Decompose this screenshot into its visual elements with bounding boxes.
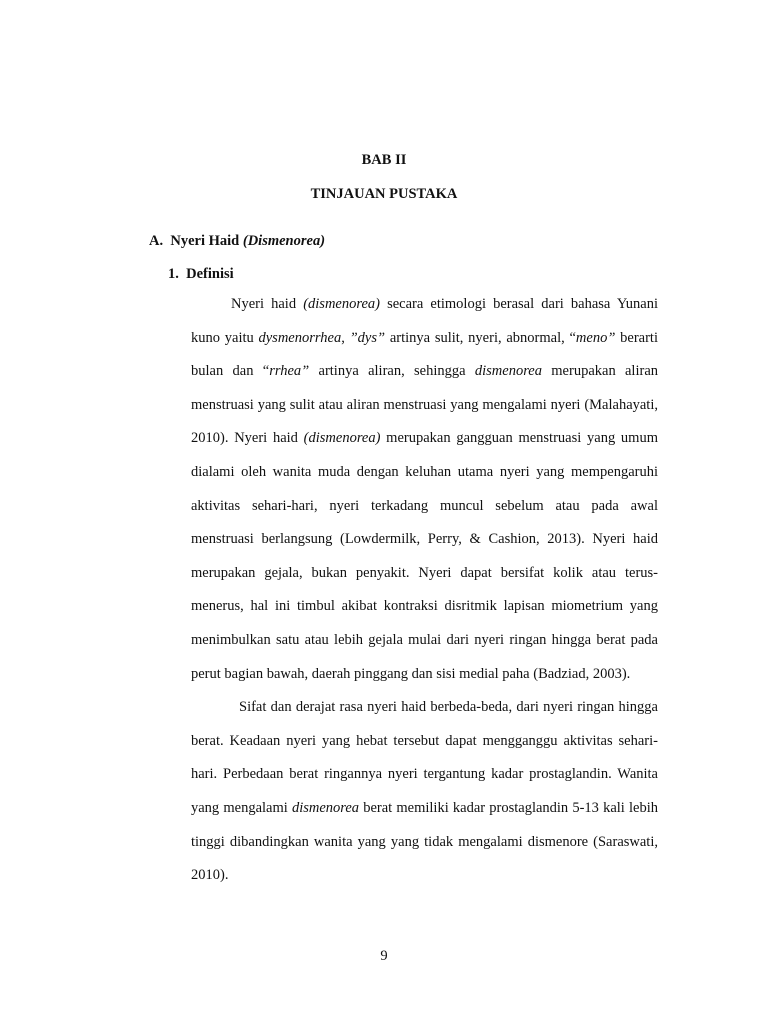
chapter-title: TINJAUAN PUSTAKA bbox=[310, 186, 458, 202]
subsection-heading bbox=[168, 266, 234, 283]
paragraph-definition bbox=[191, 288, 658, 691]
p2-italic-term: dismenorea bbox=[291, 799, 360, 816]
p2-text: berat memiliki kadar prostaglandin 5-13 kali lebih tinggi dibandingkan wanita yang yang tidak mengalami dismenore (Saraswati, 2010). bbox=[191, 799, 658, 884]
chapter-number: BAB II bbox=[361, 152, 407, 168]
section-title: Nyeri Haid bbox=[170, 233, 240, 249]
p1-italic-term: (dismenorea) bbox=[303, 296, 380, 312]
p1-text: artinya aliran, sehingga bbox=[309, 363, 475, 380]
p1-italic-term: (dismenorea) bbox=[303, 430, 381, 447]
p1-text: merupakan aliran menstruasi yang sulit atau aliran menstruasi yang mengalami nyeri (Malahayati, 2010). Nyeri haid bbox=[191, 363, 659, 447]
subsection-label: 1. bbox=[168, 266, 179, 282]
p1-text: merupakan gangguan menstruasi yang umum dialami oleh wanita muda dengan keluhan utama nyeri yang mempengaruhi aktivitas sehari-hari, nyeri terkadang muncul sebelum atau pada awal menstruasi berlangsung (Lowdermilk, Perry, & Cashion, 2013). Nyeri haid merupakan gejala, bukan penyakit. Nyeri dapat bersifat kolik atau terus-menerus, hal ini timbul akibat kontraksi disritmik lapisan miometrium yang menimbulkan satu atau lebih gejala mulai dari nyeri ringan hingga berat pada perut bagian bawah, daerah pinggang dan sisi medial paha (Badziad, 2003). bbox=[191, 430, 658, 682]
p1-italic-term: rrhea” bbox=[269, 363, 310, 380]
page-number: 9 bbox=[380, 948, 388, 964]
body-text bbox=[191, 288, 658, 893]
p1-italic-term: dysmenorrhea bbox=[258, 329, 342, 346]
p1-text: Nyeri haid bbox=[231, 296, 304, 312]
p1-italic-term: ”dys” bbox=[349, 329, 386, 346]
p1-italic-term: meno” bbox=[575, 329, 616, 346]
p1-text: , bbox=[341, 329, 350, 346]
p1-text: berarti bulan dan “ bbox=[191, 329, 658, 380]
section-label: A. bbox=[149, 233, 164, 249]
p1-text: artinya sulit, nyeri, abnormal, “ bbox=[385, 329, 576, 346]
subsection-title: Definisi bbox=[186, 266, 234, 282]
section-heading bbox=[149, 233, 325, 250]
p2-text: Sifat dan derajat rasa nyeri haid berbeda-beda, dari nyeri ringan hingga berat. Keadaan nyeri yang hebat tersebut dapat mengganggu aktivitas sehari-hari. Perbedaan berat ringannya nyeri tergantung kadar prostaglandin. Wanita yang mengalami bbox=[191, 699, 658, 816]
section-title-italic: (Dismenorea) bbox=[242, 233, 326, 249]
paragraph-severity bbox=[191, 691, 658, 893]
p1-italic-term: dismenorea bbox=[474, 363, 542, 380]
p1-text: secara etimologi berasal dari bahasa Yunani kuno yaitu bbox=[191, 296, 659, 346]
